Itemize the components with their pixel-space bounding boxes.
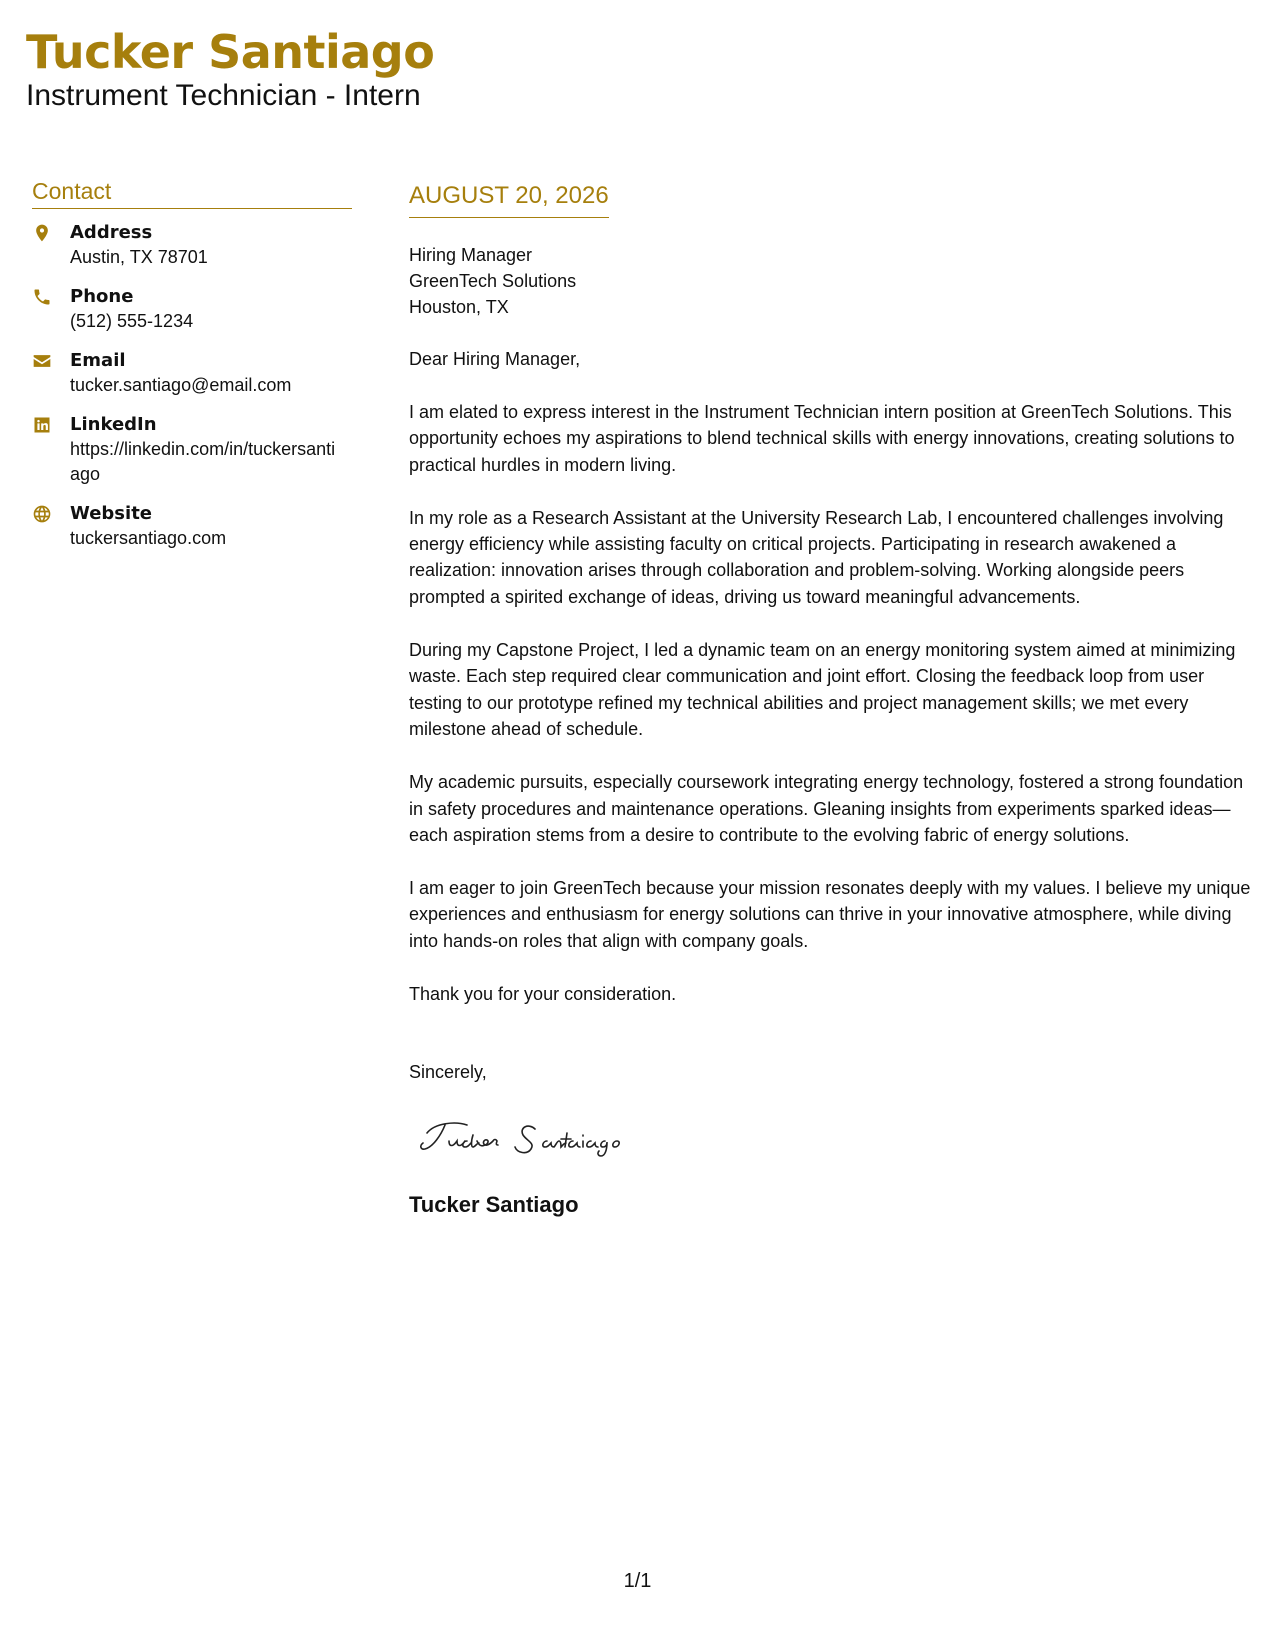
letter-paragraph: I am eager to join GreenTech because your mission resonates deeply with my values. I believe my unique experiences and enthusiasm for energy solutions can thrive in your innovative atmosphere, while diving into hands-on roles that align with company goals. xyxy=(409,878,1251,951)
map-pin-icon xyxy=(32,223,52,243)
contact-item-address xyxy=(32,221,352,270)
contact-value[interactable]: tuckersantiago.com xyxy=(70,528,227,548)
recipient-line: Houston, TX xyxy=(409,297,509,317)
recipient-line: Hiring Manager xyxy=(409,245,533,265)
phone-icon xyxy=(32,287,52,307)
contact-heading: Contact xyxy=(32,176,352,209)
page-number: 1/1 xyxy=(623,1570,652,1592)
letter-body xyxy=(409,180,1254,1219)
letter-paragraph: My academic pursuits, especially coursework integrating energy technology, fostered a strong foundation in safety procedures and maintenance operations. Gleaning insights from experiments sparked ideas—each aspiration stems from a desire to contribute to the evolving fabric of energy solutions. xyxy=(409,772,1244,845)
letter-header xyxy=(26,24,434,114)
contact-label: LinkedIn xyxy=(70,414,157,435)
letter-paragraph: In my role as a Research Assistant at the University Research Lab, I encountered challenges involving energy efficiency while assisting faculty on critical projects. Participating in research awakened a realization: innovation arises through collaboration and problem-solving. Working alongside peers prompted a spirited exchange of ideas, driving us toward meaningful advancements. xyxy=(409,507,1224,607)
contact-item-email xyxy=(32,349,352,398)
letter-date: AUGUST 20, 2026 xyxy=(409,180,609,218)
job-title: Instrument Technician - Intern xyxy=(26,79,421,112)
recipient-block xyxy=(409,242,1254,320)
contact-label: Website xyxy=(70,503,153,524)
globe-icon xyxy=(32,504,52,524)
letter-paragraph: I am elated to express interest in the Instrument Technician intern position at GreenTech Solutions. This opportunity echoes my aspirations to blend technical skills with energy innovations, creating solutions to practical hurdles in modern living. xyxy=(409,402,1235,475)
closing: Sincerely, xyxy=(409,1062,487,1083)
letter-paragraph: During my Capstone Project, I led a dynamic team on an energy monitoring system aimed at minimizing waste. Each step required clear communication and joint effort. Closing the feedback loop from user testing to our prototype refined my technical abilities and project management skills; we met every milestone ahead of schedule. xyxy=(409,640,1236,739)
contact-value: Austin, TX 78701 xyxy=(70,247,208,267)
contact-label: Email xyxy=(70,350,126,371)
signer-name: Tucker Santiago xyxy=(409,1192,579,1218)
contact-item-linkedin xyxy=(32,413,352,487)
handwritten-signature xyxy=(415,1111,1254,1171)
contact-label: Phone xyxy=(70,286,134,307)
contact-value[interactable]: tucker.santiago@email.com xyxy=(70,375,292,395)
linkedin-icon xyxy=(32,415,52,435)
letter-paragraph: Thank you for your consideration. xyxy=(409,984,677,1005)
contact-label: Address xyxy=(70,222,153,243)
contact-value[interactable]: https://linkedin.com/in/tuckersantiago xyxy=(70,439,336,484)
salutation: Dear Hiring Manager, xyxy=(409,349,581,369)
contact-list xyxy=(32,221,352,551)
applicant-name: Tucker Santiago xyxy=(26,25,435,79)
contact-value: (512) 555-1234 xyxy=(70,311,194,331)
contact-sidebar xyxy=(32,176,352,566)
contact-item-phone xyxy=(32,285,352,334)
envelope-icon xyxy=(32,351,52,371)
contact-item-website xyxy=(32,502,352,551)
recipient-line: GreenTech Solutions xyxy=(409,271,577,291)
